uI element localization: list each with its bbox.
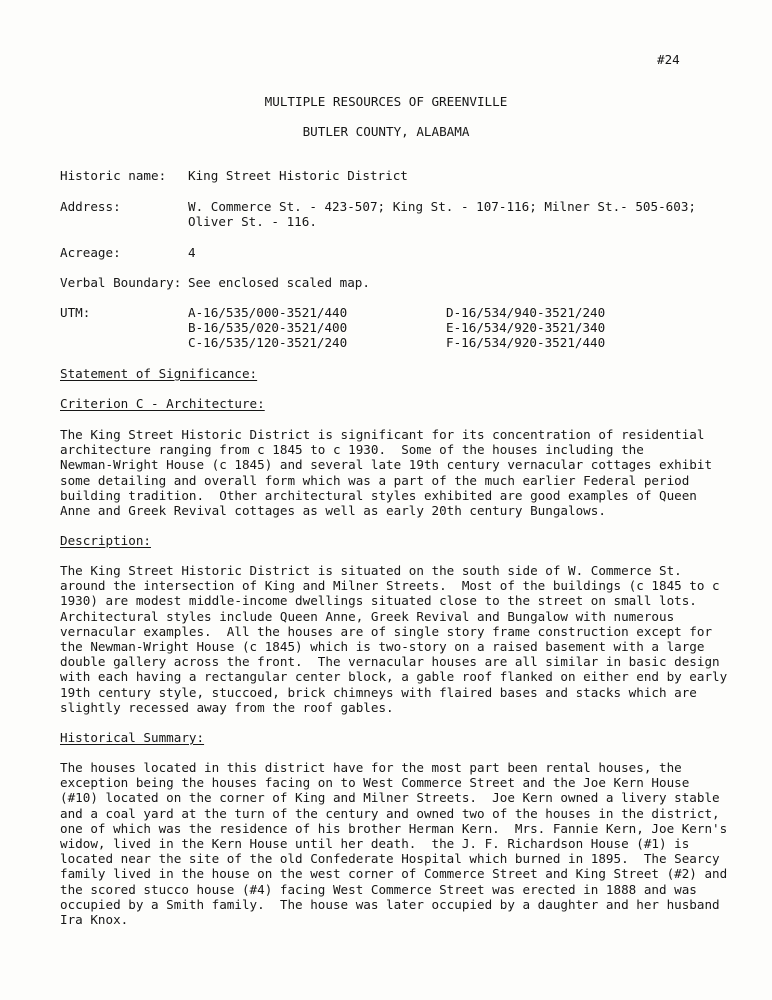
history-line: family lived in the house on the west corner of Commerce Street and King Street (#2) and: [60, 866, 728, 882]
description-line: with each having a rectangular center block, a gable roof flanked on either end by early: [60, 669, 728, 685]
description-line: double gallery across the front. The vernacular houses are all similar in basic design: [60, 654, 720, 670]
criterion-line: some detailing and overall form which was a part of the much earlier Federal period: [60, 472, 690, 488]
description-line: the Newman-Wright House (c 1845) which is two-story on a raised basement with a large: [60, 638, 705, 654]
acreage-value: 4: [188, 245, 196, 260]
utm-left-a: A-16/535/000-3521/440: [188, 305, 348, 320]
significance-heading: Statement of Significance:: [60, 366, 258, 381]
acreage-label: Acreage:: [60, 245, 121, 260]
utm-label: UTM:: [60, 305, 91, 320]
criterion-heading: Criterion C - Architecture:: [60, 396, 265, 411]
verbal-boundary-value: See enclosed scaled map.: [188, 275, 370, 290]
heading-resources: MULTIPLE RESOURCES OF GREENVILLE: [264, 94, 508, 109]
history-paragraph: [60, 760, 760, 927]
heading-county: BUTLER COUNTY, ALABAMA: [302, 124, 470, 139]
criterion-line: architecture ranging from c 1845 to c 1930. Some of the houses including the: [60, 442, 644, 458]
history-line: Ira Knox.: [60, 911, 129, 927]
verbal-boundary-label: Verbal Boundary:: [60, 275, 182, 290]
criterion-line: building tradition. Other architectural styles exhibited are good examples of Queen: [60, 487, 697, 503]
address-label: Address:: [60, 199, 121, 214]
historic-name-label: Historic name:: [60, 168, 167, 183]
criterion-line: The King Street Historic District is significant for its concentration of residential: [60, 427, 705, 442]
criterion-line: Anne and Greek Revival cottages as well as early 20th century Bungalows.: [60, 502, 606, 518]
history-line: one of which was the residence of his brother Herman Kern. Mrs. Fannie Kern, Joe Kern's: [60, 820, 728, 836]
criterion-line: Newman-Wright House (c 1845) and several late 19th century vernacular cottages exhibit: [60, 457, 713, 473]
criterion-paragraph: [60, 427, 760, 518]
description-line: Architectural styles include Queen Anne, Greek Revival and Bungalow with numerous: [60, 608, 675, 624]
description-line: around the intersection of King and Milner Streets. Most of the buildings (c 1845 to c: [60, 578, 720, 594]
utm-left-b: B-16/535/020-3521/400: [188, 320, 348, 335]
utm-left-c: C-16/535/120-3521/240: [188, 335, 348, 350]
description-paragraph: [60, 563, 760, 715]
history-line: exception being the houses facing on to West Commerce Street and the Joe Kern House: [60, 775, 690, 791]
history-line: located near the site of the old Confederate Hospital which burned in 1895. The Searcy: [60, 851, 720, 867]
historic-name-value: King Street Historic District: [188, 168, 408, 183]
history-line: and a coal yard at the turn of the century and owned two of the houses in the district,: [60, 805, 720, 821]
page-number: #24: [657, 52, 680, 67]
utm-right-d: D-16/534/940-3521/240: [446, 305, 606, 320]
description-line: slightly recessed away from the roof gables.: [60, 699, 394, 715]
description-heading: Description:: [60, 533, 151, 548]
address-line-1: W. Commerce St. - 423-507; King St. - 107-116; Milner St.- 505-603;: [188, 199, 696, 214]
address-line-2: Oliver St. - 116.: [188, 214, 317, 229]
history-line: occupied by a Smith family. The house was later occupied by a daughter and her husband: [60, 896, 720, 912]
history-line: widow, lived in the Kern House until her death. the J. F. Richardson House (#1) is: [60, 835, 690, 851]
history-line: (#10) located on the corner of King and Milner Streets. Joe Kern owned a livery stable: [60, 790, 720, 806]
history-line: the scored stucco house (#4) facing West Commerce Street was erected in 1888 and was: [60, 881, 697, 897]
description-line: 19th century style, stuccoed, brick chimneys with flaired bases and stacks which are: [60, 684, 697, 700]
description-line: vernacular examples. All the houses are of single story frame construction except for: [60, 623, 713, 639]
description-line: The King Street Historic District is situated on the south side of W. Commerce St.: [60, 563, 682, 578]
history-line: The houses located in this district have for the most part been rental houses, the: [60, 760, 682, 775]
utm-right-f: F-16/534/920-3521/440: [446, 335, 606, 350]
utm-right-e: E-16/534/920-3521/340: [446, 320, 606, 335]
description-line: 1930) are modest middle-income dwellings situated close to the street on small lots.: [60, 593, 697, 609]
history-heading: Historical Summary:: [60, 730, 205, 745]
